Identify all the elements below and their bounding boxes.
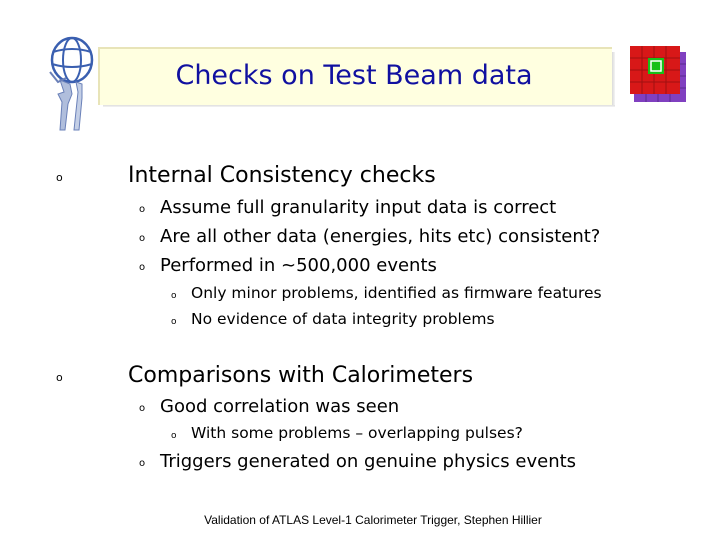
bullet-marker: o: [139, 458, 146, 469]
bullet-marker: o: [139, 233, 146, 244]
trigger-module-logo-icon: [626, 40, 688, 104]
bullet-marker: o: [56, 371, 63, 384]
list-item: Good correlation was seen: [160, 396, 400, 417]
bullet-marker: o: [139, 204, 146, 215]
list-item: Triggers generated on genuine physics events: [160, 451, 577, 472]
atlas-logo-icon: [46, 32, 98, 134]
slide-title: Checks on Test Beam data: [175, 60, 533, 91]
sub-list-item: With some problems – overlapping pulses?: [191, 424, 523, 442]
section-heading: Comparisons with Calorimeters: [128, 363, 474, 388]
bullet-marker: o: [171, 291, 177, 301]
list-item: Performed in ~500,000 events: [160, 255, 437, 276]
bullet-marker: o: [171, 431, 177, 441]
slide-footer: Validation of ATLAS Level-1 Calorimeter Trigger, Stephen Hillier: [204, 513, 542, 527]
sub-list-item: Only minor problems, identified as firmware features: [191, 284, 602, 302]
sub-list-item: No evidence of data integrity problems: [191, 310, 495, 328]
bullet-marker: o: [139, 262, 146, 273]
bullet-marker: o: [171, 317, 177, 327]
section-heading: Internal Consistency checks: [128, 163, 436, 188]
list-item: Are all other data (energies, hits etc) consistent?: [160, 226, 601, 247]
list-item: Assume full granularity input data is correct: [160, 197, 557, 218]
bullet-marker: o: [139, 403, 146, 414]
bullet-marker: o: [56, 171, 63, 184]
